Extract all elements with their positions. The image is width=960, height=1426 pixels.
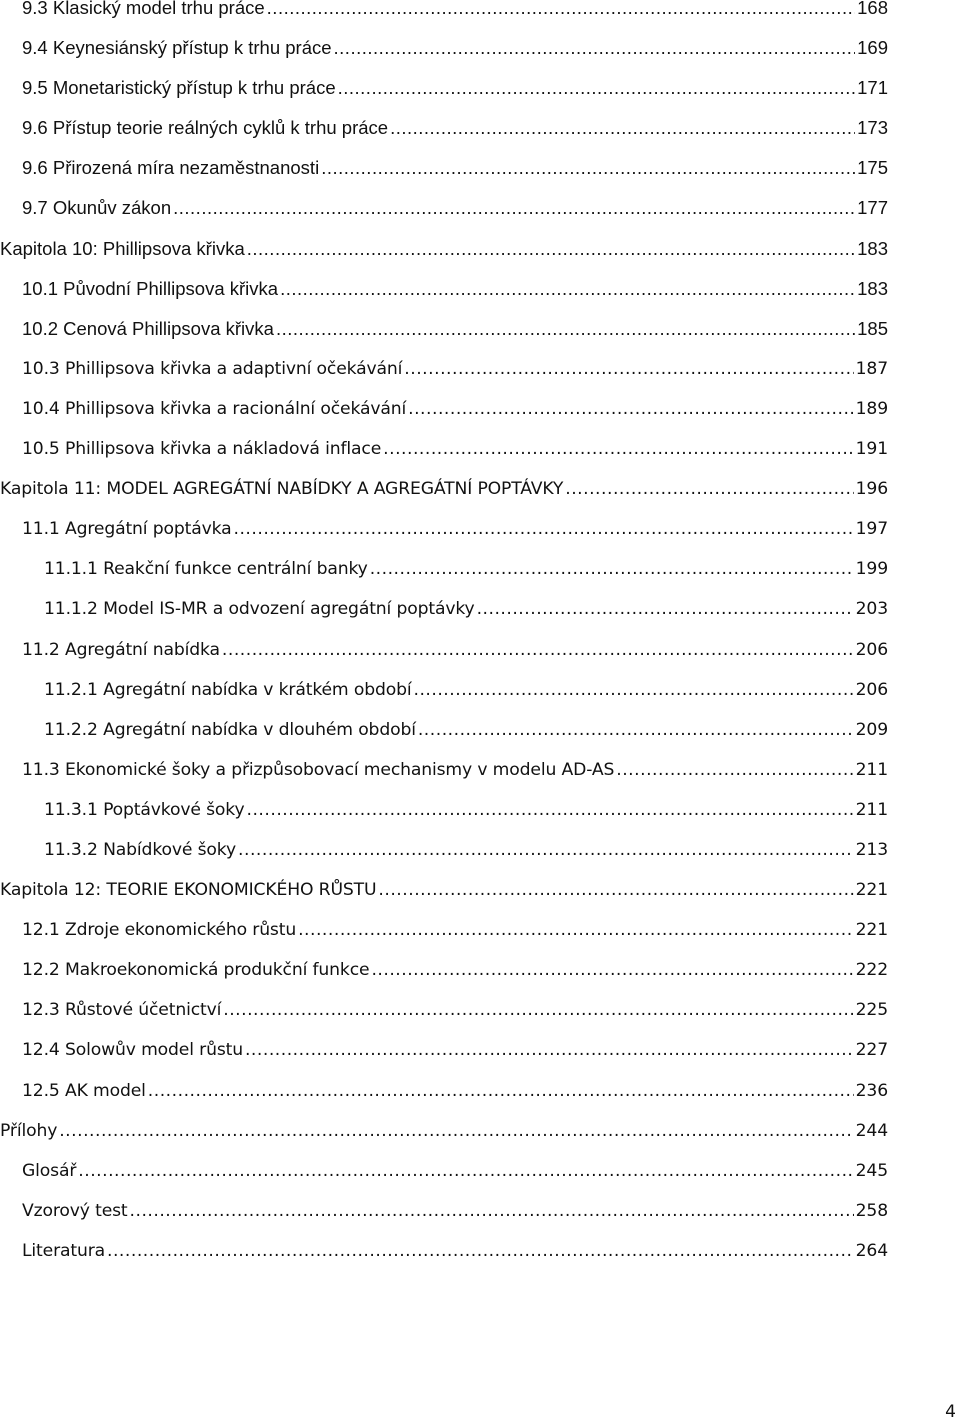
toc-entry-title: Glosář <box>22 1160 77 1181</box>
toc-entry-title: 9.5 Monetaristický přístup k trhu práce <box>22 77 336 99</box>
toc-entry-title: 11.3.1 Poptávkové šoky <box>44 799 245 820</box>
toc-entry[interactable] <box>0 910 888 950</box>
toc-entry-title: 11.2.2 Agregátní nabídka v dlouhém období <box>44 719 416 740</box>
toc-entry[interactable] <box>0 1111 888 1151</box>
toc-leader-dots <box>107 1231 854 1271</box>
toc-entry-page: 225 <box>855 1000 888 1021</box>
toc-entry[interactable] <box>0 750 888 790</box>
toc-leader-dots <box>404 349 853 389</box>
toc-leader-dots <box>238 830 854 870</box>
toc-entry[interactable] <box>0 1071 888 1111</box>
toc-leader-dots <box>334 28 856 68</box>
toc-entry-page: 206 <box>855 679 888 700</box>
toc-leader-dots <box>247 790 854 830</box>
toc-entry-title: Kapitola 10: Phillipsova křivka <box>0 237 245 259</box>
toc-entry-title: 11.2.1 Agregátní nabídka v krátkém období <box>44 679 412 700</box>
toc-leader-dots <box>280 269 855 309</box>
toc-entry-title: 9.3 Klasický model trhu práce <box>22 0 265 18</box>
toc-entry-title: Kapitola 12: TEORIE EKONOMICKÉHO RŮSTU <box>0 880 377 901</box>
toc-entry-title: 11.1 Agregátní poptávka <box>22 519 232 540</box>
toc-entry[interactable] <box>0 830 888 870</box>
toc-entry-page: 221 <box>855 920 888 941</box>
toc-entry[interactable] <box>0 349 888 389</box>
toc-entry-page: 213 <box>855 839 888 860</box>
toc-entry[interactable] <box>0 1151 888 1191</box>
toc-leader-dots <box>130 1191 854 1231</box>
toc-entry[interactable] <box>0 148 888 188</box>
toc-entry-page: 183 <box>857 237 888 259</box>
toc-entry-page: 221 <box>855 880 888 901</box>
toc-entry-page: 209 <box>855 719 888 740</box>
toc-leader-dots <box>222 630 854 670</box>
toc-entry[interactable] <box>0 269 888 309</box>
page-number: 4 <box>945 1402 956 1422</box>
toc-entry-page: 197 <box>855 519 888 540</box>
toc-leader-dots <box>247 229 855 269</box>
toc-entry-page: 196 <box>855 479 888 500</box>
toc-leader-dots <box>338 68 856 108</box>
toc-entry-title: 11.2 Agregátní nabídka <box>22 639 220 660</box>
toc-entry-page: 191 <box>855 439 888 460</box>
toc-entry[interactable] <box>0 589 888 629</box>
toc-leader-dots <box>267 0 855 28</box>
toc-entry-page: 173 <box>857 117 888 139</box>
toc-leader-dots <box>298 910 854 950</box>
toc-entry-title: 11.3 Ekonomické šoky a přizpůsobovací mechanismy v modelu AD-AS <box>22 759 615 780</box>
toc-leader-dots <box>234 509 854 549</box>
toc-entry[interactable] <box>0 1231 888 1271</box>
toc-entry-page: 189 <box>855 398 888 419</box>
toc-entry-page: 175 <box>857 157 888 179</box>
toc-leader-dots <box>276 309 855 349</box>
toc-entry-page: 244 <box>855 1120 888 1141</box>
toc-entry-title: 11.3.2 Nabídkové šoky <box>44 839 237 860</box>
toc-entry[interactable] <box>0 509 888 549</box>
toc-entry-title: 9.6 Přirozená míra nezaměstnanosti <box>22 157 320 179</box>
toc-entry-title: Literatura <box>22 1240 105 1261</box>
toc-leader-dots <box>390 108 855 148</box>
toc-entry[interactable] <box>0 68 888 108</box>
toc-leader-dots <box>370 549 854 589</box>
toc-entry[interactable] <box>0 108 888 148</box>
toc-leader-dots <box>223 990 853 1030</box>
toc-entry-page: 264 <box>855 1240 888 1261</box>
toc-leader-dots <box>565 469 853 509</box>
toc-entry-title: 9.7 Okunův zákon <box>22 197 172 219</box>
toc-entry[interactable] <box>0 309 888 349</box>
toc-leader-dots <box>477 589 854 629</box>
toc-leader-dots <box>408 389 854 429</box>
toc-entry[interactable] <box>0 389 888 429</box>
toc-entry-page: 222 <box>855 960 888 981</box>
toc-entry-title: 10.2 Cenová Phillipsova křivka <box>22 317 274 339</box>
toc-leader-dots <box>371 950 853 990</box>
toc-entry-title: 12.1 Zdroje ekonomického růstu <box>22 920 297 941</box>
toc-entry[interactable] <box>0 188 888 228</box>
toc-entry-page: 236 <box>855 1080 888 1101</box>
toc-entry[interactable] <box>0 990 888 1030</box>
toc-leader-dots <box>78 1151 853 1191</box>
toc-entry[interactable] <box>0 28 888 68</box>
toc-entry-page: 211 <box>855 799 888 820</box>
toc-entry-page: 206 <box>855 639 888 660</box>
toc-entry[interactable] <box>0 670 888 710</box>
toc-entry-title: Přílohy <box>0 1120 58 1141</box>
toc-entry[interactable] <box>0 710 888 750</box>
toc-entry[interactable] <box>0 469 888 509</box>
toc-entry-page: 227 <box>855 1040 888 1061</box>
toc-entry[interactable] <box>0 429 888 469</box>
toc-entry[interactable] <box>0 870 888 910</box>
toc-entry-title: 12.2 Makroekonomická produkční funkce <box>22 960 370 981</box>
toc-entry-title: Kapitola 11: MODEL AGREGÁTNÍ NABÍDKY A AGREGÁTNÍ POPTÁVKY <box>0 479 564 500</box>
toc-leader-dots <box>413 670 853 710</box>
toc-entry-page: 258 <box>855 1200 888 1221</box>
toc-entry-page: 185 <box>857 317 888 339</box>
toc-leader-dots <box>378 870 853 910</box>
toc-entry-page: 171 <box>857 77 888 99</box>
toc-entry[interactable] <box>0 229 888 269</box>
toc-leader-dots <box>616 750 853 790</box>
toc-entry-title: 11.1.1 Reakční funkce centrální banky <box>44 559 368 580</box>
toc-entry-page: 187 <box>855 358 888 379</box>
toc-entry-page: 183 <box>857 277 888 299</box>
toc-entry[interactable] <box>0 950 888 990</box>
toc-leader-dots <box>59 1111 853 1151</box>
toc-entry-title: 10.3 Phillipsova křivka a adaptivní očekávání <box>22 358 403 379</box>
toc-entry-page: 203 <box>855 599 888 620</box>
toc-entry-page: 211 <box>855 759 888 780</box>
toc-entry[interactable] <box>0 1191 888 1231</box>
toc-entry-page: 199 <box>855 559 888 580</box>
toc-entry-title: 12.5 AK model <box>22 1080 146 1101</box>
toc-entry-title: 10.4 Phillipsova křivka a racionální očekávání <box>22 398 407 419</box>
toc-entry[interactable] <box>0 0 888 28</box>
toc-entry-title: 10.1 Původní Phillipsova křivka <box>22 277 279 299</box>
toc-entry[interactable] <box>0 790 888 830</box>
toc-entry-title: 9.4 Keynesiánský přístup k trhu práce <box>22 37 332 59</box>
toc-entry-title: 12.3 Růstové účetnictví <box>22 1000 222 1021</box>
toc-leader-dots <box>383 429 854 469</box>
toc-entry-title: 10.5 Phillipsova křivka a nákladová inflace <box>22 439 382 460</box>
toc-entry-page: 177 <box>857 197 888 219</box>
toc-entry-page: 168 <box>857 0 888 18</box>
toc-leader-dots <box>321 148 855 188</box>
toc-entry[interactable] <box>0 1030 888 1070</box>
toc-entry-title: Vzorový test <box>22 1200 128 1221</box>
toc-leader-dots <box>418 710 854 750</box>
toc-entry-title: 9.6 Přístup teorie reálných cyklů k trhu práce <box>22 117 389 139</box>
toc-entry-title: 12.4 Solowův model růstu <box>22 1040 243 1061</box>
toc-entry-title: 11.1.2 Model IS-MR a odvození agregátní poptávky <box>44 599 475 620</box>
toc-entry-page: 169 <box>857 37 888 59</box>
toc-entry[interactable] <box>0 549 888 589</box>
toc-entry[interactable] <box>0 630 888 670</box>
toc-leader-dots <box>148 1071 854 1111</box>
toc-entry-page: 245 <box>855 1160 888 1181</box>
toc-leader-dots <box>245 1030 854 1070</box>
toc-leader-dots <box>173 188 855 228</box>
